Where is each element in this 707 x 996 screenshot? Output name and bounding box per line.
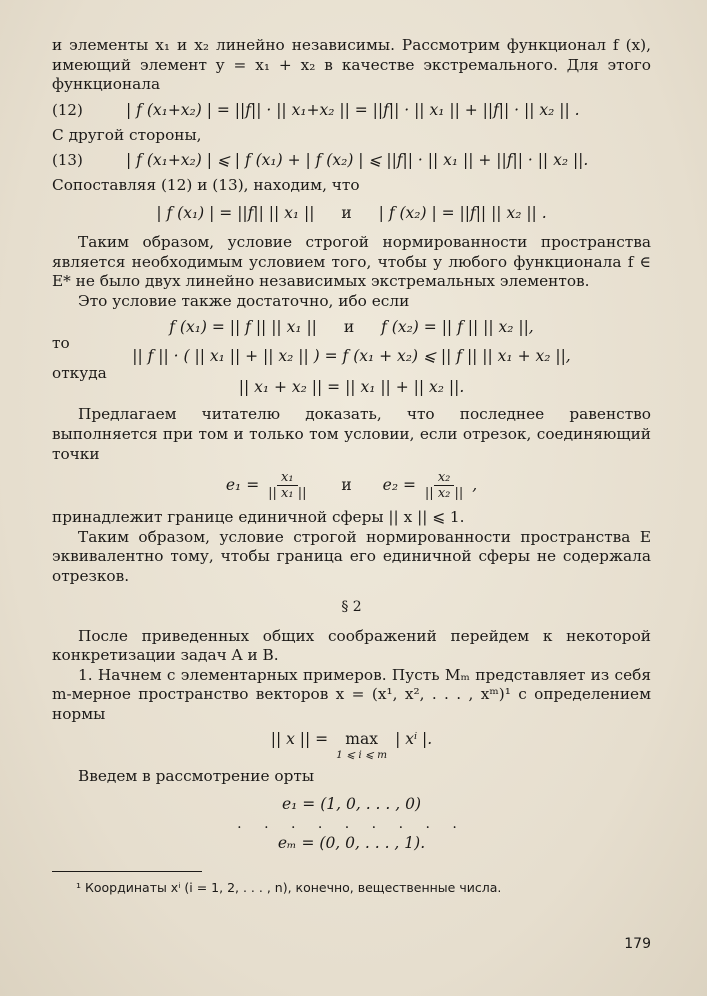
fraction-e2	[421, 470, 467, 502]
fraction-numerator: x₁	[277, 470, 298, 486]
equation-20-first: e₁ = (1, 0, . . . , 0)	[281, 795, 422, 814]
equation-17: || x₁ + x₂ || = || x₁ || + || x₂ ||.	[238, 378, 465, 397]
equation-17-row: откуда || x₁ + x₂ || = || x₁ || + || x₂ ||.	[52, 368, 651, 397]
equation-conj: и	[341, 476, 352, 495]
point-e1-label: e₁ =	[225, 476, 260, 495]
section-heading: § 2	[341, 598, 362, 615]
footnote-divider	[52, 871, 202, 872]
point-e2-label: e₂ =	[382, 476, 416, 495]
max-operator	[336, 730, 387, 761]
paragraph-11: Введем в рассмотрение орты	[78, 767, 315, 786]
equation-body: | f (x₁+x₂) | = ||f|| · || x₁+x₂ || = ||f|| · || x₁ || + ||f|| · || x₂ || .	[126, 100, 580, 119]
norm-lhs: || x || =	[270, 730, 329, 749]
fraction-denominator: || x₂ ||	[424, 486, 464, 502]
equation-tail: ,	[472, 476, 478, 495]
equation-16-row: то || f || · ( || x₁ || + || x₂ || ) = f (x₁ + x₂) ⩽ || f || || x₁ + x₂ ||,	[52, 339, 651, 366]
equation-conj: и	[343, 318, 355, 337]
norm-rhs: | xⁱ |.	[395, 730, 433, 749]
paragraph-8: Таким образом, условие строгой нормированности пространства E эквивалентно тому, чтобы граница его единичной сферы не содержала отрезков.	[52, 527, 651, 585]
equation-body: | f (x₁+x₂) | ⩽ | f (x₁) + | f (x₂) | ⩽ ||f|| · || x₁ || + ||f|| · || x₂ ||.	[126, 151, 589, 170]
paragraph-10: 1. Начнем с элементарных примеров. Пусть Mₘ представляет из себя m-мерное пространство векторов x = (x¹, x², . . . , xᵐ)¹ с определением нормы	[52, 665, 651, 723]
paragraph-9: После приведенных общих соображений перейдем к некоторой конкретизации задач A и B.	[52, 626, 651, 665]
equation-15	[52, 318, 651, 337]
page-number: 179	[624, 936, 651, 952]
paragraph-5: Это условие также достаточно, ибо если	[78, 291, 410, 310]
fraction-e1	[264, 470, 310, 502]
equation-conj: и	[341, 203, 352, 222]
paragraph-4: Таким образом, условие строгой нормированности пространства является необходимым условием того, чтобы у любого функционала f ∈ E* не было двух линейно независимых экстремальных элементов.	[52, 232, 651, 291]
equation-18	[52, 470, 651, 502]
paragraph-1: и элементы x₁ и x₂ линейно независимы. Рассмотрим функционал f (x), имеющий элемент y = x₁ + x₂ в качестве экстремального. Для этого функционала	[52, 36, 651, 94]
equation-part: | f (x₂) | = ||f|| || x₂ || .	[378, 203, 547, 222]
fraction-numerator: x₂	[434, 470, 455, 486]
max-label: max	[345, 730, 378, 749]
max-subscript: 1 ⩽ i ⩽ m	[336, 749, 388, 762]
paragraph-2: С другой стороны,	[52, 125, 202, 144]
equation-19	[52, 730, 651, 761]
equation-13	[52, 151, 651, 170]
equation-14	[52, 204, 651, 223]
equation-part: f (x₂) = || f || || x₂ ||,	[381, 318, 534, 337]
equation-number: (12)	[52, 100, 83, 119]
equation-part: | f (x₁) | = ||f|| || x₁ ||	[156, 203, 315, 222]
equation-20-dots: . . . . . . . . .	[237, 816, 466, 833]
equation-number: (13)	[52, 151, 83, 170]
fraction-denominator: || x₁ ||	[268, 486, 307, 502]
paragraph-7: принадлежит границе единичной сферы || x || ⩽ 1.	[52, 508, 465, 527]
paragraph-6: Предлагаем читателю доказать, что последнее равенство выполняется при том и только том условии, если отрезок, соединяющий точки	[52, 405, 651, 463]
equation-12	[52, 101, 651, 120]
equation-16: || f || · ( || x₁ || + || x₂ || ) = f (x₁ + x₂) ⩽ || f || || x₁ + x₂ ||,	[132, 347, 571, 366]
equation-20-last: eₘ = (0, 0, . . . , 1).	[277, 834, 426, 853]
equation-part: f (x₁) = || f || || x₁ ||	[169, 318, 317, 337]
footnote: ¹ Координаты xⁱ (i = 1, 2, . . . , n), конечно, вещественные числа.	[76, 880, 502, 896]
paragraph-3: Сопоставляя (12) и (13), находим, что	[52, 176, 360, 195]
